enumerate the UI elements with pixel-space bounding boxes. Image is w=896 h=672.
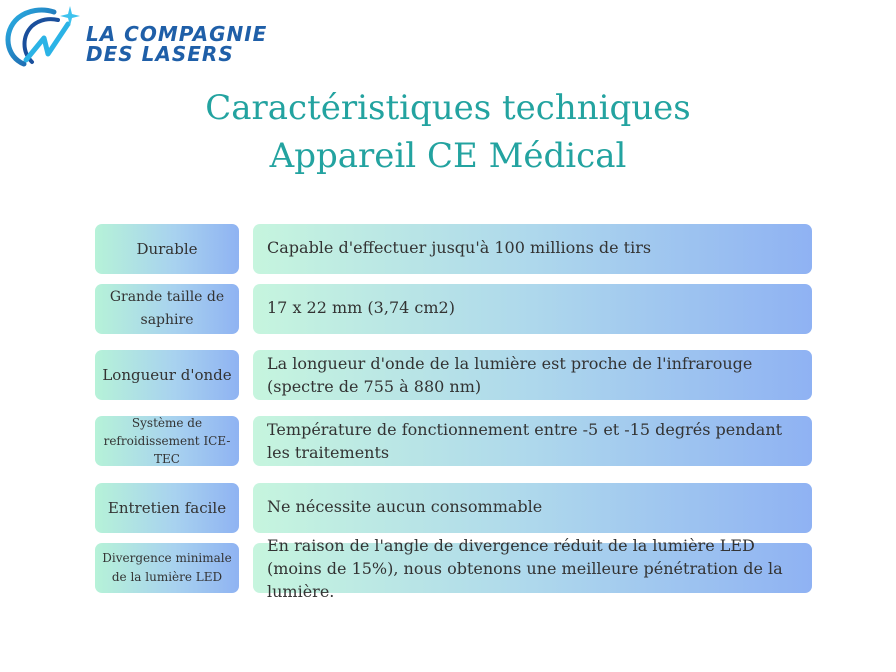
- spec-label: Longueur d'onde: [95, 350, 239, 400]
- spec-label: Entretien facile: [95, 483, 239, 533]
- spec-row-wavelength: [0, 350, 896, 400]
- title-line-2: Appareil CE Médical: [269, 136, 627, 176]
- spec-row-cooling-system: [0, 416, 896, 466]
- spec-label: Système de refroidissement ICE-TEC: [95, 416, 239, 466]
- spec-label: Divergence minimale de la lumière LED: [95, 543, 239, 593]
- spec-value: Capable d'effectuer jusqu'à 100 millions de tirs: [253, 224, 812, 274]
- spec-row-durable: [0, 224, 896, 274]
- company-logo: [4, 2, 268, 72]
- spec-value: 17 x 22 mm (3,74 cm2): [253, 284, 812, 334]
- laser-star-logo-icon: [4, 2, 84, 72]
- spec-label: Grande taille de saphire: [95, 284, 239, 334]
- spec-row-easy-maintenance: [0, 483, 896, 533]
- logo-line-2: DES LASERS: [86, 42, 234, 66]
- logo-line-1: LA COMPAGNIE: [86, 22, 268, 46]
- title-line-1: Caractéristiques techniques: [205, 88, 691, 128]
- page-title: [0, 84, 896, 180]
- spec-value: En raison de l'angle de divergence réduit de la lumière LED (moins de 15%), nous obtenons une meilleure pénétration de la lumière.: [253, 543, 812, 593]
- spec-value: La longueur d'onde de la lumière est proche de l'infrarouge (spectre de 755 à 880 nm): [253, 350, 812, 400]
- spec-row-led-divergence: [0, 535, 896, 601]
- spec-value: Température de fonctionnement entre -5 et -15 degrés pendant les traitements: [253, 416, 812, 466]
- spec-row-sapphire-size: [0, 284, 896, 334]
- spec-label: Durable: [95, 224, 239, 274]
- spec-value: Ne nécessite aucun consommable: [253, 483, 812, 533]
